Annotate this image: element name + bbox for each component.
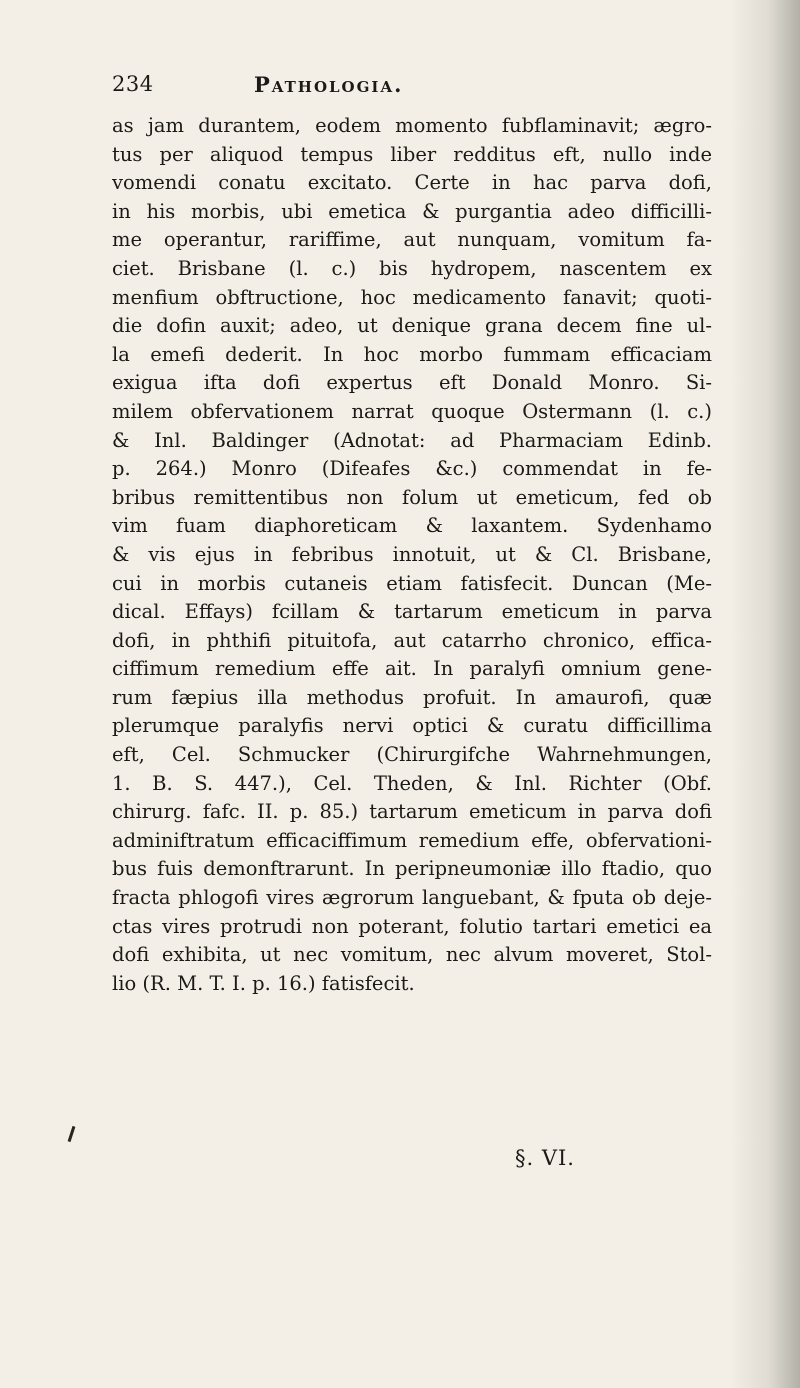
text-line: ctas vires protrudi non poterant, folutio tartari emetici ea: [112, 914, 712, 938]
text-line: plerumque paralyfis nervi optici & curatu difficillima: [112, 714, 712, 738]
text-line: lio (R. M. T. I. p. 16.) fatisfecit.: [112, 971, 415, 995]
text-line: ciet. Brisbane (l. c.) bis hydropem, nascentem ex: [112, 256, 712, 280]
text-line: bus fuis demonftrarunt. In peripneumoniæ illo ftadio, quo: [112, 857, 712, 881]
text-line: vomendi conatu excitato. Certe in hac parva dofi,: [112, 171, 712, 195]
text-line: me operantur, rariffime, aut nunquam, vomitum fa-: [112, 228, 712, 252]
text-line: menfium obftructione, hoc medicamento fanavit; quoti-: [112, 285, 712, 309]
page-number: 234: [112, 72, 154, 96]
text-line: ciffimum remedium effe ait. In paralyfi omnium gene-: [112, 657, 712, 681]
body-paragraph: [112, 112, 712, 998]
text-line: dofi, in phthifi pituitofa, aut catarrho chronico, effica-: [112, 628, 712, 652]
text-line: as jam durantem, eodem momento fubflaminavit; ægro-: [112, 114, 712, 137]
text-line: la emefi dederit. In hoc morbo fummam efficaciam: [112, 342, 712, 366]
text-line: dofi exhibita, ut nec vomitum, nec alvum moveret, Stol-: [112, 943, 712, 967]
text-line: vim fuam diaphoreticam & laxantem. Sydenhamo: [112, 514, 712, 538]
text-line: eft, Cel. Schmucker (Chirurgifche Wahrnehmungen,: [112, 743, 712, 767]
text-line: p. 264.) Monro (Difeafes &c.) commendat in fe-: [112, 457, 712, 481]
text-line: adminiftratum efficaciffimum remedium effe, obfervationi-: [112, 828, 712, 852]
running-title: Pathologia.: [254, 72, 404, 97]
text-line: dical. Effays) fcillam & tartarum emeticum in parva: [112, 600, 712, 624]
text-line: bribus remittentibus non folum ut emeticum, fed ob: [112, 485, 712, 509]
text-line: cui in morbis cutaneis etiam fatisfecit. Duncan (Me-: [112, 571, 712, 595]
text-line: chirurg. fafc. II. p. 85.) tartarum emeticum in parva dofi: [112, 800, 712, 824]
text-line: & vis ejus in febribus innotuit, ut & Cl. Brisbane,: [112, 542, 712, 566]
text-line: 1. B. S. 447.), Cel. Theden, & Inl. Richter (Obf.: [112, 771, 712, 795]
text-line: milem obfervationem narrat quoque Ostermann (l. c.): [112, 399, 712, 423]
text-line: exigua ifta dofi expertus eft Donald Monro. Si-: [112, 371, 712, 395]
section-heading: §. VI.: [515, 1146, 575, 1170]
running-head: [112, 72, 712, 108]
text-line: tus per aliquod tempus liber redditus eft, nullo inde: [112, 142, 712, 166]
ink-speck: [68, 1126, 76, 1142]
page-edge-shadow: [730, 0, 800, 1388]
text-line: rum fæpius illa methodus profuit. In amaurofi, quæ: [112, 685, 712, 709]
text-line: fracta phlogofi vires ægrorum languebant, & fputa ob deje-: [112, 886, 712, 910]
text-line: & Inl. Baldinger (Adnotat: ad Pharmaciam Edinb.: [112, 428, 712, 452]
text-line: die dofin auxit; adeo, ut denique grana decem fine ul-: [112, 314, 712, 338]
text-line: in his morbis, ubi emetica & purgantia adeo difficilli-: [112, 199, 712, 223]
